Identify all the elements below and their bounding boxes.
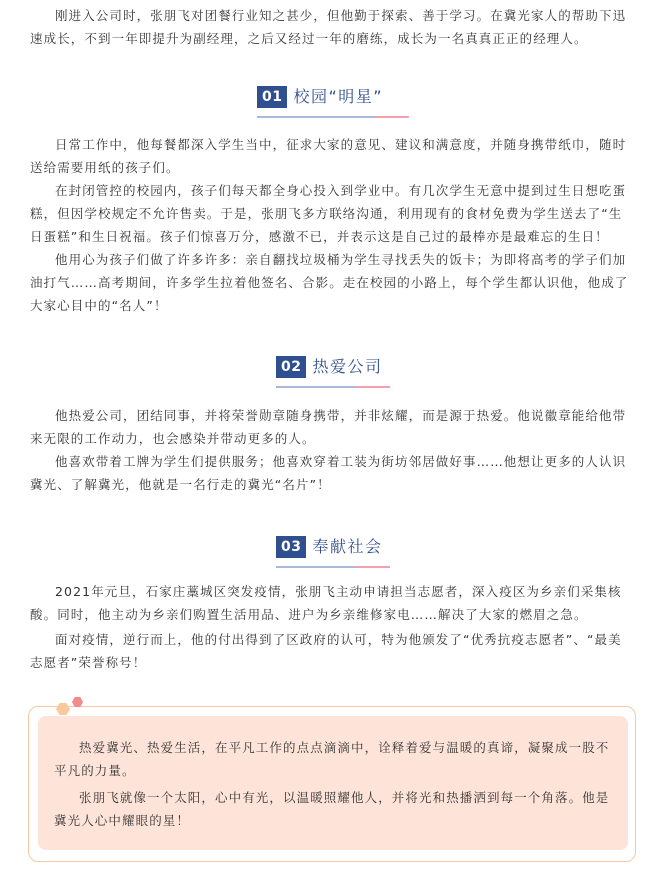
section-heading-02	[0, 352, 660, 392]
intro-paragraph: 刚进入公司时，张朋飞对团餐行业知之甚少，但他勤于探索、善于学习。在冀光家人的帮助下迅速成长，不到一年即提升为副经理，之后又经过一年的磨练，成长为一名真真正正的经理人。	[30, 8, 627, 46]
section-number: 03	[276, 536, 306, 558]
body-paragraph: 日常工作中，他每餐都深入学生当中，征求大家的意见、建议和满意度，并随身携带纸巾，随时送给需要用纸的孩子们。	[30, 137, 627, 175]
heading-underline	[257, 116, 409, 118]
body-paragraph: 2021年元旦，石家庄藁城区突发疫情，张朋飞主动申请担当志愿者，深入疫区为乡亲们采集核酸。同时，他主动为乡亲们购置生活用品、进户为乡亲维修家电……解决了大家的燃眉之急。	[30, 584, 622, 622]
heading-underline	[276, 386, 390, 388]
closing-paragraph: 热爱冀光、热爱生活，在平凡工作的点点滴滴中，诠释着爱与温暖的真谛，凝聚成一股不平凡的力量。	[54, 740, 610, 778]
section-title: 奉献社会	[312, 537, 383, 556]
section-title: 热爱公司	[312, 357, 383, 376]
section-heading-03	[0, 532, 660, 572]
body-paragraph: 他用心为孩子们做了许多许多：亲自翻找垃圾桶为学生寻找丢失的饭卡；为即将高考的学子们加油打气……高考期间，许多学生拉着他签名、合影。走在校园的小路上，每个学生都认识他，他成了大家心目中的“名人”！	[30, 252, 629, 313]
body-paragraph: 他喜欢带着工牌为学生们提供服务；他喜欢穿着工装为街坊邻居做好事……他想让更多的人认识冀光、了解冀光，他就是一名行走的冀光“名片”！	[30, 454, 627, 492]
body-paragraph: 在封闭管控的校园内，孩子们每天都全身心投入到学业中。有几次学生无意中提到过生日想吃蛋糕，但因学校规定不允许售卖。于是，张朋飞多方联络沟通，利用现有的食材免费为学生送去了“生日蛋糕”和生日祝福。孩子们惊喜万分，感激不已，并表示这是自己过的最棒亦是最难忘的生日！	[30, 183, 627, 244]
section-number: 01	[257, 86, 287, 108]
body-paragraph: 面对疫情，逆行而上，他的付出得到了区政府的认可，特为他颁发了“优秀抗疫志愿者”、“最美志愿者”荣誉称号！	[30, 632, 622, 670]
section-heading-01	[0, 82, 660, 122]
section-title: 校园“明星”	[293, 87, 384, 106]
section-number: 02	[276, 356, 306, 378]
closing-paragraph: 张朋飞就像一个太阳，心中有光，以温暖照耀他人，并将光和热播洒到每一个角落。他是冀光人心中耀眼的星！	[54, 790, 610, 828]
heading-underline	[276, 566, 390, 568]
body-paragraph: 他热爱公司，团结同事，并将荣誉勋章随身携带，并非炫耀，而是源于热爱。他说徽章能给他带来无限的工作动力，也会感染并带动更多的人。	[30, 408, 627, 446]
